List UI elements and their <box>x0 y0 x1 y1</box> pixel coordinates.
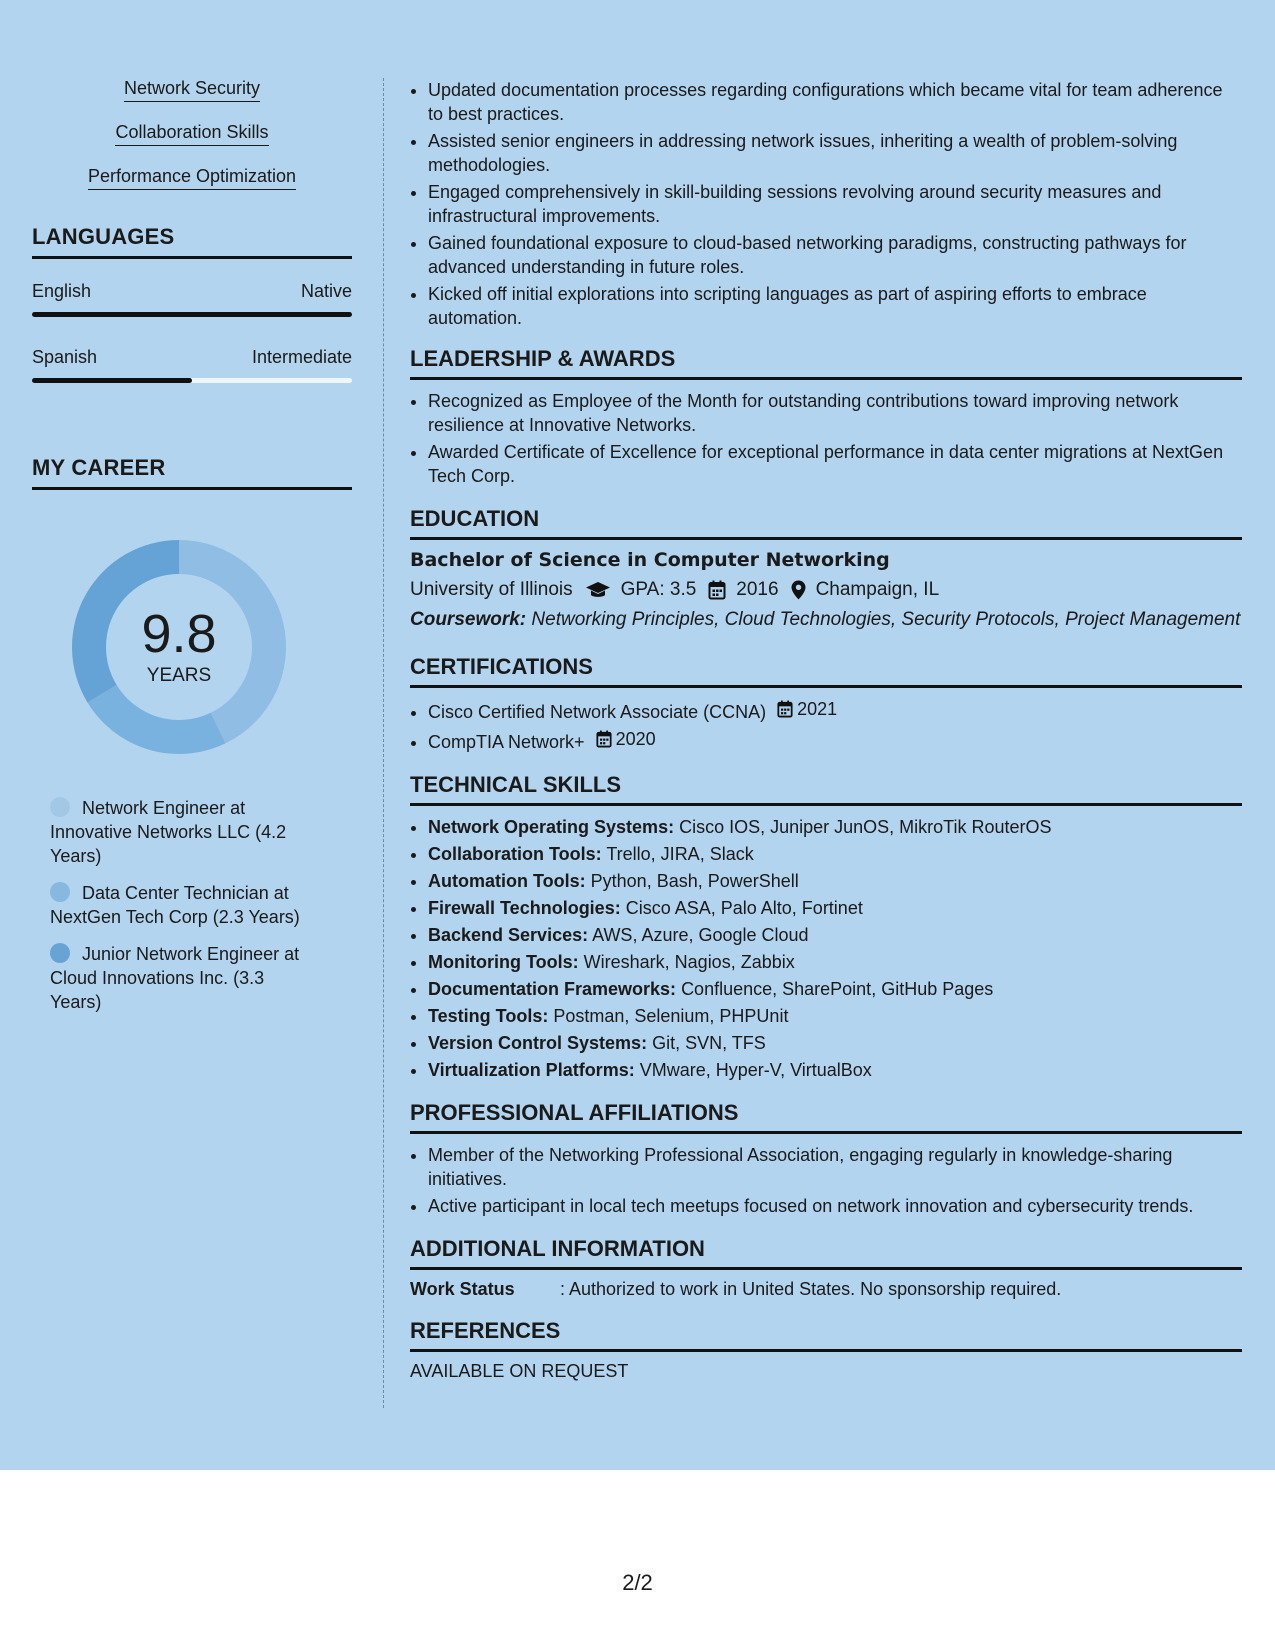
skill-value: Confluence, SharePoint, GitHub Pages <box>681 979 994 999</box>
language-name: English <box>32 281 92 301</box>
skill-category: Firewall Technologies: <box>428 898 621 918</box>
skill-item <box>428 977 1242 1001</box>
affiliation-item: • Active participant in local tech meetups focused on network innovation and cybersecurity trends. <box>428 1194 1242 1218</box>
legend-dot-icon <box>50 797 70 817</box>
career-legend-text: Junior Network Engineer at Cloud Innovations Inc. (3.3 Years) <box>50 944 300 1012</box>
location-pin-icon <box>791 580 806 600</box>
skill-value: Cisco IOS, Juniper JunOS, MikroTik RouterOS <box>679 817 1052 837</box>
language-proficiency-bar <box>32 312 352 317</box>
experience-bullet: • Updated documentation processes regarding configurations which became vital for team adherence to best practices. <box>428 78 1242 126</box>
skill-item <box>428 1004 1242 1028</box>
career-total-years: 9.8 <box>141 604 217 664</box>
coursework-list: Networking Principles, Cloud Technologies, Security Protocols, Project Management <box>531 609 1241 630</box>
skill-tag: Network Security <box>124 78 260 102</box>
language-proficiency-fill <box>32 378 192 383</box>
career-donut-chart <box>66 534 292 760</box>
career-legend-item <box>50 942 320 1014</box>
page-number: 2/2 <box>622 1570 653 1595</box>
calendar-icon <box>596 730 612 748</box>
certification-item <box>428 697 1242 724</box>
work-status-row <box>410 1279 1242 1300</box>
right-column <box>410 78 1242 1382</box>
skill-category: Testing Tools: <box>428 1006 549 1026</box>
donut-center <box>66 534 292 760</box>
skill-value: AWS, Azure, Google Cloud <box>592 925 809 945</box>
experience-bullet: • Kicked off initial explorations into scripting languages as part of aspiring efforts to embrace automation. <box>428 282 1242 330</box>
language-level: Intermediate <box>251 347 352 367</box>
technical-skills-list <box>410 815 1242 1082</box>
experience-bullet: • Engaged comprehensively in skill-building sessions revolving around security measures and infrastructural improvements. <box>428 180 1242 228</box>
leadership-heading: LEADERSHIP & AWARDS <box>410 346 1242 380</box>
certification-name: Cisco Certified Network Associate (CCNA) <box>428 702 767 722</box>
certification-item <box>428 727 1242 754</box>
education-meta <box>410 579 1242 601</box>
leadership-item: • Recognized as Employee of the Month for outstanding contributions toward improving network resilience at Innovative Networks. <box>428 389 1242 437</box>
certification-date <box>596 727 656 751</box>
certification-year: 2021 <box>797 699 838 719</box>
skill-item <box>428 869 1242 893</box>
skill-tag: Collaboration Skills <box>115 122 268 146</box>
career-heading: MY CAREER <box>32 455 352 490</box>
language-level: Native <box>300 281 352 301</box>
career-legend-text: Data Center Technician at NextGen Tech Corp (2.3 Years) <box>50 883 300 927</box>
skill-category: Version Control Systems: <box>428 1033 648 1053</box>
education-degree: Bachelor of Science in Computer Networking <box>410 549 890 571</box>
references-heading: REFERENCES <box>410 1318 1242 1352</box>
skill-item <box>428 815 1242 839</box>
experience-bullet: • Gained foundational exposure to cloud-based networking paradigms, constructing pathways for advanced understanding in future roles. <box>428 231 1242 279</box>
work-status-label: Work Status <box>410 1279 515 1299</box>
leadership-list <box>410 389 1242 488</box>
skill-tag: Performance Optimization <box>88 166 296 190</box>
coursework-label: Coursework: <box>410 609 527 630</box>
education-gpa: GPA: 3.5 <box>620 579 697 600</box>
skill-category: Monitoring Tools: <box>428 952 579 972</box>
language-proficiency-bar <box>32 378 352 383</box>
certifications-heading: CERTIFICATIONS <box>410 654 1242 688</box>
work-status-value: : Authorized to work in United States. No sponsorship required. <box>560 1279 1062 1299</box>
language-name: Spanish <box>32 347 98 367</box>
skill-value: VMware, Hyper-V, VirtualBox <box>639 1060 872 1080</box>
skill-item <box>428 1058 1242 1082</box>
skill-category: Automation Tools: <box>428 871 586 891</box>
experience-bullet: • Assisted senior engineers in addressing network issues, inheriting a wealth of problem-solving methodologies. <box>428 129 1242 177</box>
skill-category: Virtualization Platforms: <box>428 1060 635 1080</box>
additional-info-heading: ADDITIONAL INFORMATION <box>410 1236 1242 1270</box>
education-coursework <box>410 607 1242 632</box>
career-legend-item <box>50 796 320 868</box>
education-school: University of Illinois <box>410 579 573 600</box>
legend-dot-icon <box>50 882 70 902</box>
education-year: 2016 <box>736 579 779 600</box>
skill-item <box>428 1031 1242 1055</box>
calendar-icon <box>777 700 793 718</box>
skill-item <box>428 842 1242 866</box>
affiliations-list <box>410 1143 1242 1218</box>
skill-item <box>428 923 1242 947</box>
column-divider <box>383 78 384 1408</box>
education-location: Champaign, IL <box>815 579 940 600</box>
skill-value: Trello, JIRA, Slack <box>606 844 754 864</box>
languages-heading: LANGUAGES <box>32 224 352 259</box>
technical-skills-heading: TECHNICAL SKILLS <box>410 772 1242 806</box>
career-legend <box>32 796 352 1014</box>
certification-name: CompTIA Network+ <box>428 732 585 752</box>
language-row <box>32 281 352 302</box>
skill-value: Python, Bash, PowerShell <box>590 871 799 891</box>
career-legend-text: Network Engineer at Innovative Networks LLC (4.2 Years) <box>50 798 287 866</box>
skill-value: Wireshark, Nagios, Zabbix <box>583 952 795 972</box>
leadership-item: • Awarded Certificate of Excellence for exceptional performance in data center migrations at NextGen Tech Corp. <box>428 440 1242 488</box>
skill-value: Git, SVN, TFS <box>652 1033 766 1053</box>
experience-bullet-list <box>410 78 1242 330</box>
language-row <box>32 347 352 368</box>
certification-date <box>777 697 837 721</box>
skill-category: Backend Services: <box>428 925 589 945</box>
skill-category: Network Operating Systems: <box>428 817 675 837</box>
left-column <box>32 78 352 1027</box>
skill-item <box>428 896 1242 920</box>
skill-category: Collaboration Tools: <box>428 844 602 864</box>
education-heading: EDUCATION <box>410 506 1242 540</box>
certification-year: 2020 <box>615 729 656 749</box>
skill-category: Documentation Frameworks: <box>428 979 677 999</box>
graduation-cap-icon <box>585 581 611 599</box>
language-proficiency-fill <box>32 312 352 317</box>
calendar-icon <box>708 580 726 600</box>
career-legend-item <box>50 881 320 929</box>
affiliation-item: • Member of the Networking Professional Association, engaging regularly in knowledge-sharing initiatives. <box>428 1143 1242 1191</box>
skill-value: Postman, Selenium, PHPUnit <box>553 1006 789 1026</box>
references-text: AVAILABLE ON REQUEST <box>410 1361 629 1381</box>
career-years-unit: YEARS <box>146 665 212 686</box>
skill-item <box>428 950 1242 974</box>
certifications-list <box>410 697 1242 754</box>
affiliations-heading: PROFESSIONAL AFFILIATIONS <box>410 1100 1242 1134</box>
skill-value: Cisco ASA, Palo Alto, Fortinet <box>625 898 863 918</box>
legend-dot-icon <box>50 943 70 963</box>
